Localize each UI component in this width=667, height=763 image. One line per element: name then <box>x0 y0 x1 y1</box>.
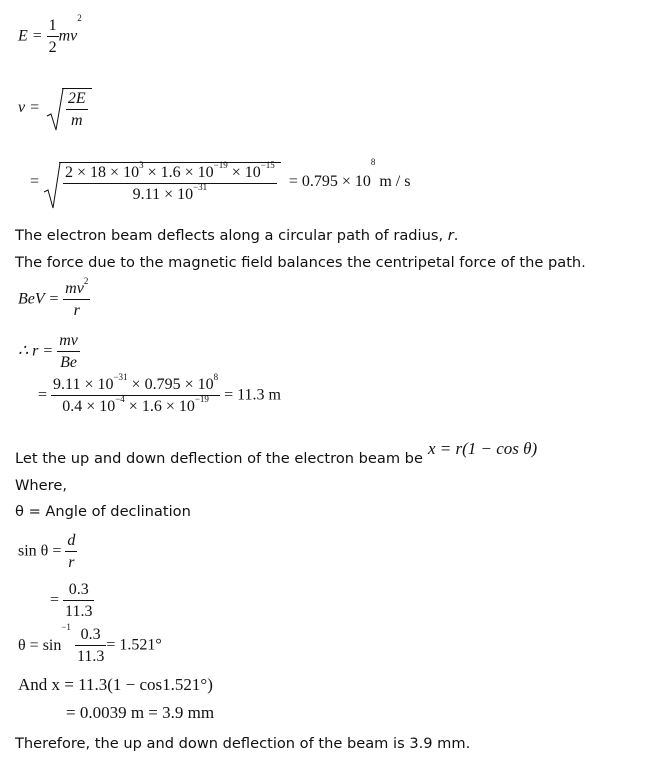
force-numerator: $mv^2$ <box>63 281 90 300</box>
theta-result: = 1.521° <box>106 636 162 654</box>
velocity-equation <box>18 88 92 129</box>
radius-equation <box>18 333 80 371</box>
radius-calc-denominator: $0.4 \times 10^{-4} \times 1.6 \times 10^{-19}$ <box>62 394 209 415</box>
fraction-numerator: 1 <box>47 18 59 37</box>
force-lhs: BeV = <box>18 290 60 308</box>
radius-denominator: Be <box>60 354 77 371</box>
theta-denominator: 11.3 <box>76 648 105 665</box>
velocity-rad-numerator: 2E <box>66 91 88 110</box>
electron-path-text: The electron beam deflects along a circular path of radius, r. <box>15 227 459 244</box>
theta-calculation <box>18 622 162 665</box>
velocity-lhs: v = <box>18 99 40 117</box>
sin-theta-denominator: r <box>68 554 75 571</box>
deflection-formula: x = r(1 − cos θ) <box>428 439 538 458</box>
x-result: = 0.0039 m = 3.9 mm <box>66 703 215 722</box>
radius-numerator: mv <box>57 333 80 352</box>
sin-calculation <box>50 582 94 620</box>
energy-rhs: mv <box>58 27 78 45</box>
energy-equation <box>18 13 82 56</box>
velocity-calc-equals: = <box>30 173 40 191</box>
sin-calc-numerator: 0.3 <box>63 582 94 601</box>
velocity-calc-numerator: $2 \times 18 \times 10^3 \times 1.6 \times 10^{-19} \times 10^{-15}$ <box>63 165 277 184</box>
fraction-denominator: 2 <box>48 39 57 56</box>
sin-theta-lhs: sin θ = <box>18 542 62 560</box>
theta-lhs: $\theta = \sin^{-1}$ <box>18 622 71 654</box>
sin-theta-equation <box>18 533 77 571</box>
energy-exponent: 2 <box>77 13 82 23</box>
force-balance-text: The force due to the magnetic field balances the centripetal force of the path. <box>15 254 586 271</box>
radius-calc-equals: = <box>38 386 48 404</box>
velocity-calc-sqrt <box>59 162 281 203</box>
velocity-rad-denominator: m <box>71 112 83 129</box>
sin-calc-equals: = <box>50 591 60 609</box>
force-denominator: r <box>73 302 80 319</box>
radius-result: = 11.3 m <box>224 386 281 404</box>
velocity-calculation <box>30 157 411 203</box>
velocity-sqrt <box>62 88 92 129</box>
velocity-result: = $0.795 \times 10^8$ m / s <box>288 157 411 191</box>
force-equation <box>18 276 90 319</box>
conclusion-text: Therefore, the up and down deflection of the beam is 3.9 mm. <box>15 735 471 752</box>
radical-sign-icon <box>43 162 61 210</box>
radius-lhs: ∴ r = <box>18 342 54 360</box>
radical-sign-icon <box>46 88 64 132</box>
sin-calc-denominator: 11.3 <box>65 603 93 620</box>
radius-calculation <box>38 372 281 415</box>
energy-lhs: E = <box>18 27 43 45</box>
sin-theta-numerator: d <box>65 533 77 552</box>
radius-calc-numerator: $9.11 \times 10^{-31} \times 0.795 \times 10^8$ <box>51 377 220 396</box>
theta-definition-text: θ = Angle of declination <box>15 503 191 520</box>
deflection-intro-text: Let the up and down deflection of the electron beam be <box>15 450 423 467</box>
x-calculation: And x = 11.3(1 − cos1.521°) <box>18 675 213 694</box>
velocity-calc-denominator: $9.11 \times 10^{-31}$ <box>132 182 208 203</box>
theta-numerator: 0.3 <box>75 627 106 646</box>
where-text: Where, <box>15 477 67 494</box>
half-fraction <box>47 18 59 56</box>
